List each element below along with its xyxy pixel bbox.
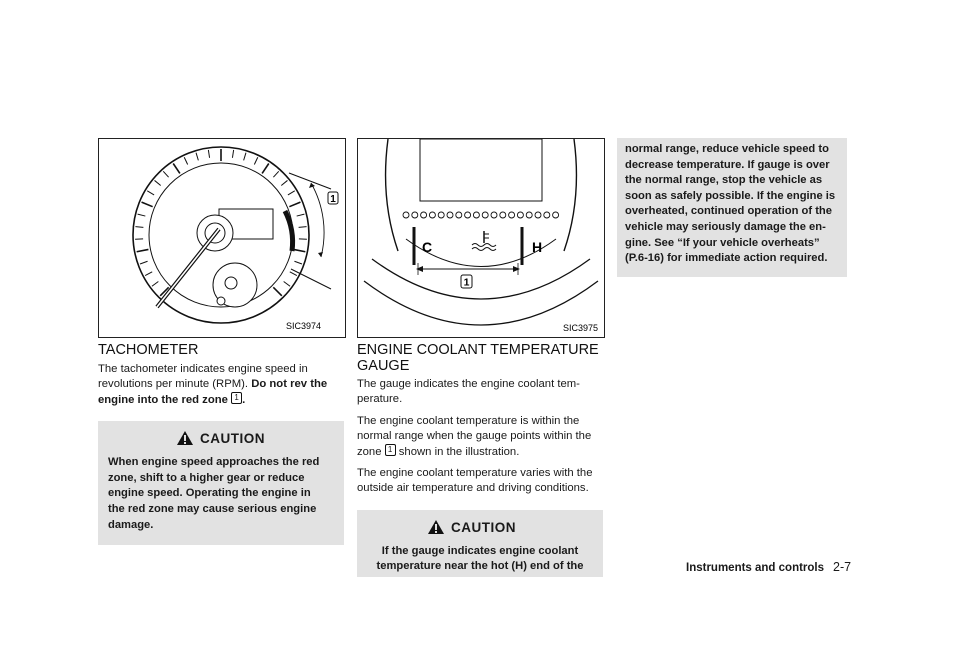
coolant-callout: 1 [463, 276, 470, 289]
tachometer-illustration [99, 139, 345, 337]
caution-header [357, 510, 603, 544]
tach-figure-code: SIC3974 [285, 321, 321, 331]
coolant-gauge-illustration [358, 139, 604, 337]
coolant-caution [357, 510, 603, 577]
tachometer-caution [98, 421, 344, 545]
warning-triangle-icon [176, 430, 194, 446]
coolant-temperature-icon [472, 231, 496, 251]
zone-1-callout: 1 [385, 444, 396, 456]
caution-title: CAUTION [451, 519, 516, 535]
right-column [617, 138, 877, 277]
caution-text: If the gauge indicates engine coolant temperature near the hot (H) end of the [357, 544, 603, 577]
coolant-figure-code: SIC3975 [562, 323, 598, 333]
coolant-paragraph-3: The engine coolant temperature varies with the outside air temperature and driving conditions. [357, 467, 593, 495]
zone-1-callout: 1 [231, 392, 242, 404]
caution-title: CAUTION [200, 431, 265, 447]
footer-section: Instruments and controls [686, 562, 825, 574]
warning-triangle-icon [427, 519, 445, 535]
coolant-paragraph-2: The engine coolant temperature is within the normal range when the gauge points within the zone 1 shown in the illustration. [357, 414, 592, 458]
cold-mark: C [422, 239, 433, 255]
coolant-gauge-figure [357, 138, 605, 338]
tachometer-figure [98, 138, 346, 338]
left-column [98, 138, 358, 531]
tachometer-title: TACHOMETER [98, 342, 199, 358]
caution-continued: normal range, reduce vehicle speed to decrease temperature. If gauge is over the normal range, stop the vehicle as soon as safely possible. If the engine is overheated, continued operation of the vehicle may seriously damage the en- gine. See “If your vehicle overheats” (P.6-16) for immediate action required. [617, 138, 847, 277]
caution-header [98, 421, 344, 455]
page-number: 2-7 [833, 560, 852, 574]
middle-column [357, 138, 617, 573]
caution-text: When engine speed approaches the red zone, shift to a higher gear or reduce engine speed. Operating the engine in the red zone may cause serious engine damage. [98, 455, 344, 545]
coolant-paragraph-1: The gauge indicates the engine coolant tem- perature. [357, 378, 580, 406]
page-footer [686, 560, 851, 574]
tachometer-description: The tachometer indicates engine speed in revolutions per minute (RPM). Do not rev the engine into the red zone 1 . [98, 363, 328, 406]
coolant-gauge-title: ENGINE COOLANT TEMPERATURE GAUGE [357, 342, 599, 374]
tach-callout: 1 [330, 194, 336, 205]
hot-mark: H [532, 239, 543, 255]
